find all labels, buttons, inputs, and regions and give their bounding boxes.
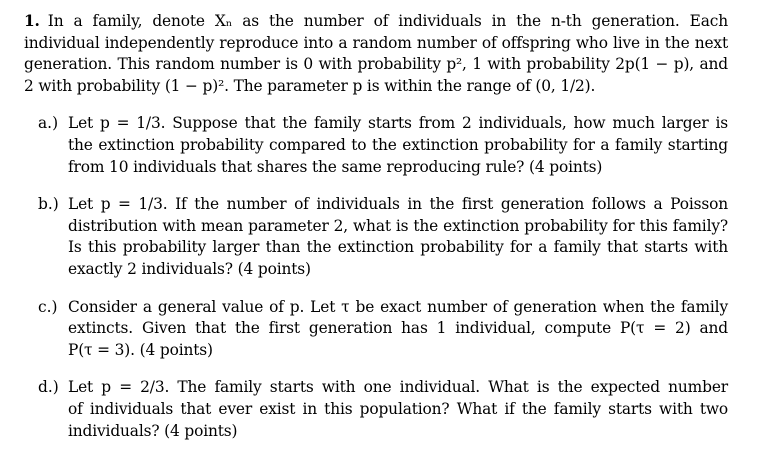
part-b [24,194,728,280]
part-label: b.) [38,195,59,214]
intro-line: generation. This random number is 0 with probability p², 1 with probability 2p(1 − p), and [24,55,728,74]
part-line: the extinction probability compared to the extinction probability for a family starting [68,135,728,154]
part-body [68,113,728,178]
intro-line: individual independently reproduce into a random number of offspring who live in the next [24,33,728,52]
part-body [68,377,728,442]
part-body [68,297,728,362]
part-line: Is this probability larger than the extinction probability for a family that starts with [68,238,728,257]
part-line: Consider a general value of p. Let τ be exact number of generation when the family [68,297,728,316]
part-label: a.) [38,114,59,133]
part-d [24,377,728,442]
part-line: extincts. Given that the first generation has 1 individual, compute P(τ = 2) and [68,319,728,338]
problem-page [24,11,728,458]
part-line: individuals? (4 points) [68,421,238,440]
part-a [24,113,728,178]
part-line: of individuals that ever exist in this population? What if the family starts with two [68,399,728,418]
part-line: Let p = 1/3. If the number of individuals in the first generation follows a Poisson [68,195,728,214]
intro-line: 2 with probability (1 − p)². The parameter p is within the range of (0, 1/2). [24,76,596,95]
part-body [68,194,728,280]
part-line: Let p = 1/3. Suppose that the family starts from 2 individuals, how much larger is [68,114,728,133]
problem-intro [24,11,728,97]
intro-line: 1. In a family, denote Xₙ as the number of individuals in the n-th generation. Each [24,12,728,30]
part-line: distribution with mean parameter 2, what is the extinction probability for this family? [68,216,728,235]
part-line: Let p = 2/3. The family starts with one individual. What is the expected number [68,378,728,397]
part-line: P(τ = 3). (4 points) [68,340,213,359]
part-c [24,297,728,362]
problem-number: 1. [24,12,40,30]
part-label: c.) [38,297,58,316]
part-line: exactly 2 individuals? (4 points) [68,259,311,278]
part-label: d.) [38,378,59,397]
part-line: from 10 individuals that shares the same reproducing rule? (4 points) [68,157,603,176]
